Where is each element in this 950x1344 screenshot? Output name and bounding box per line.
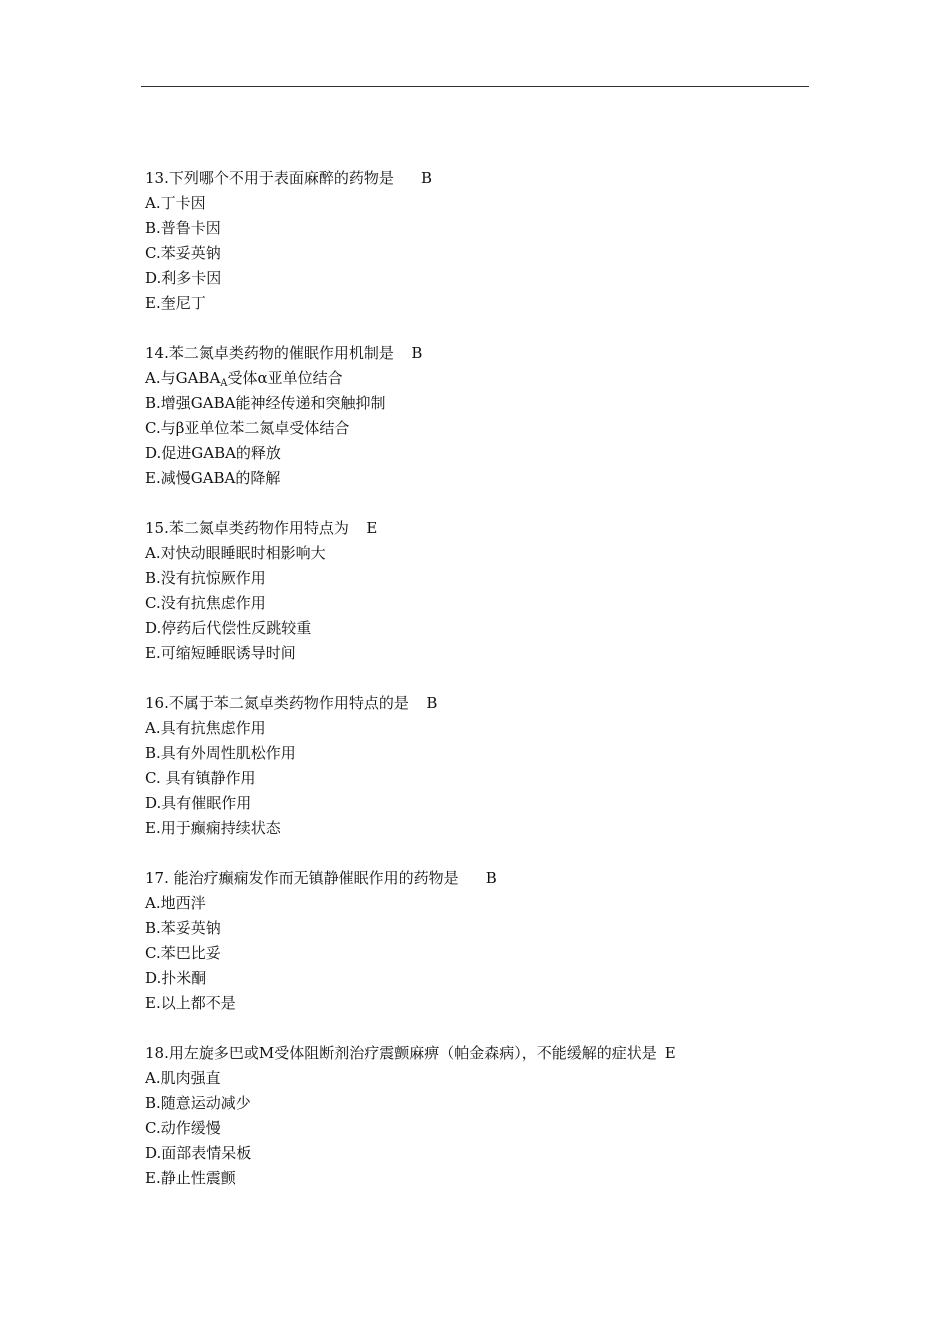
answer-key: B: [420, 169, 432, 187]
answer-gap: [394, 169, 413, 187]
option-item: [145, 741, 825, 766]
option-text: 具有催眠作用: [161, 794, 252, 812]
option-label: E.: [145, 994, 161, 1012]
option-item: [145, 1116, 825, 1141]
option-label: C.: [145, 244, 161, 262]
option-item: [145, 916, 825, 941]
option-item: [145, 266, 825, 291]
question-block: [145, 1041, 825, 1191]
question-text: 17. 能治疗癫痫发作而无镇静催眠作用的药物是: [145, 869, 459, 887]
option-item: [145, 241, 825, 266]
option-text: 以上都不是: [160, 994, 236, 1012]
option-label: E.: [145, 469, 161, 487]
option-item: [145, 391, 825, 416]
option-text: 地西泮: [160, 894, 206, 912]
option-label: D.: [145, 619, 162, 637]
option-label: E.: [145, 294, 161, 312]
option-label: A.: [145, 1069, 161, 1087]
option-label: C.: [145, 1119, 161, 1137]
option-label: D.: [145, 444, 162, 462]
option-text: 具有外周性肌松作用: [160, 744, 296, 762]
option-text: 没有抗惊厥作用: [160, 569, 266, 587]
answer-gap: [394, 344, 404, 362]
option-subscript: A: [220, 378, 228, 389]
option-item: [145, 616, 825, 641]
question-stem: [145, 166, 825, 191]
option-text: 减慢GABA的降解: [160, 469, 281, 487]
option-text: 肌肉强直: [160, 1069, 221, 1087]
option-label: C.: [145, 594, 161, 612]
option-label: A.: [145, 894, 161, 912]
option-text: 扑米酮: [161, 969, 207, 987]
option-text: 奎尼丁: [160, 294, 206, 312]
option-label: A.: [145, 194, 161, 212]
option-item: [145, 1141, 825, 1166]
option-label: C.: [145, 769, 161, 787]
answer-gap: [409, 694, 419, 712]
option-item: [145, 291, 825, 316]
option-label: A.: [145, 719, 161, 737]
option-text: 用于癫痫持续状态: [160, 819, 281, 837]
question-text: 16.不属于苯二氮卓类药物作用特点的是: [145, 694, 409, 712]
answer-key: E: [664, 1044, 676, 1062]
question-stem: [145, 691, 825, 716]
option-text: 具有抗焦虑作用: [160, 719, 266, 737]
option-text: 苯妥英钠: [160, 244, 221, 262]
question-list: [145, 166, 825, 1216]
option-text: 停药后代偿性反跳较重: [161, 619, 312, 637]
question-text: 18.用左旋多巴或M受体阻断剂治疗震颤麻痹（帕金森病），不能缓解的症状是: [145, 1044, 657, 1062]
option-item: [145, 791, 825, 816]
question-block: [145, 691, 825, 841]
option-item: [145, 1166, 825, 1191]
option-text: 促进GABA的释放: [161, 444, 281, 462]
option-label: A.: [145, 369, 161, 387]
option-text-rest: 受体α亚单位结合: [227, 369, 343, 387]
answer-key: E: [366, 519, 378, 537]
option-text: 没有抗焦虑作用: [160, 594, 266, 612]
option-text: 可缩短睡眠诱导时间: [160, 644, 296, 662]
option-item: [145, 766, 825, 791]
option-text: 随意运动减少: [160, 1094, 251, 1112]
option-label: C.: [145, 944, 161, 962]
option-item: [145, 566, 825, 591]
option-text: 对快动眼睡眠时相影响大: [160, 544, 326, 562]
option-text: 静止性震颤: [160, 1169, 236, 1187]
option-item: [145, 716, 825, 741]
option-label: C.: [145, 419, 161, 437]
option-item: [145, 416, 825, 441]
question-text: 14.苯二氮卓类药物的催眠作用机制是: [145, 344, 394, 362]
option-label: E.: [145, 819, 161, 837]
answer-key: B: [485, 869, 497, 887]
option-text: 增强GABA能神经传递和突触抑制: [160, 394, 386, 412]
option-item: [145, 441, 825, 466]
option-label: B.: [145, 219, 161, 237]
option-label: A.: [145, 544, 161, 562]
option-text: 具有镇静作用: [160, 769, 256, 787]
answer-key: B: [411, 344, 423, 362]
option-item: [145, 966, 825, 991]
question-text: 13.下列哪个不用于表面麻醉的药物是: [145, 169, 394, 187]
answer-key: B: [426, 694, 438, 712]
option-text: 与GABA: [160, 369, 221, 387]
option-label: D.: [145, 1144, 162, 1162]
option-item: [145, 891, 825, 916]
header-rule: [141, 86, 809, 87]
option-item: [145, 591, 825, 616]
option-label: E.: [145, 644, 161, 662]
question-block: [145, 516, 825, 666]
answer-gap: [349, 519, 359, 537]
question-stem: [145, 341, 825, 366]
question-stem: [145, 516, 825, 541]
option-text: 丁卡因: [160, 194, 206, 212]
option-item: [145, 641, 825, 666]
question-stem: [145, 866, 825, 891]
option-label: B.: [145, 744, 161, 762]
option-item: [145, 941, 825, 966]
question-block: [145, 341, 825, 491]
question-stem: [145, 1041, 825, 1066]
option-text: 面部表情呆板: [161, 1144, 252, 1162]
option-item: [145, 1091, 825, 1116]
option-label: D.: [145, 969, 162, 987]
option-text: 普鲁卡因: [160, 219, 221, 237]
option-label: D.: [145, 269, 162, 287]
option-item: [145, 366, 825, 391]
option-item: [145, 541, 825, 566]
option-label: B.: [145, 919, 161, 937]
option-text: 苯妥英钠: [160, 919, 221, 937]
answer-gap: [459, 869, 478, 887]
option-text: 与β亚单位苯二氮卓受体结合: [160, 419, 350, 437]
option-label: B.: [145, 1094, 161, 1112]
question-text: 15.苯二氮卓类药物作用特点为: [145, 519, 349, 537]
option-label: B.: [145, 394, 161, 412]
option-text: 苯巴比妥: [160, 944, 221, 962]
option-label: B.: [145, 569, 161, 587]
option-item: [145, 216, 825, 241]
question-block: [145, 166, 825, 316]
option-item: [145, 991, 825, 1016]
option-label: D.: [145, 794, 162, 812]
question-block: [145, 866, 825, 1016]
option-text: 利多卡因: [161, 269, 222, 287]
option-item: [145, 191, 825, 216]
option-text: 动作缓慢: [160, 1119, 221, 1137]
option-item: [145, 816, 825, 841]
option-item: [145, 1066, 825, 1091]
option-label: E.: [145, 1169, 161, 1187]
option-item: [145, 466, 825, 491]
